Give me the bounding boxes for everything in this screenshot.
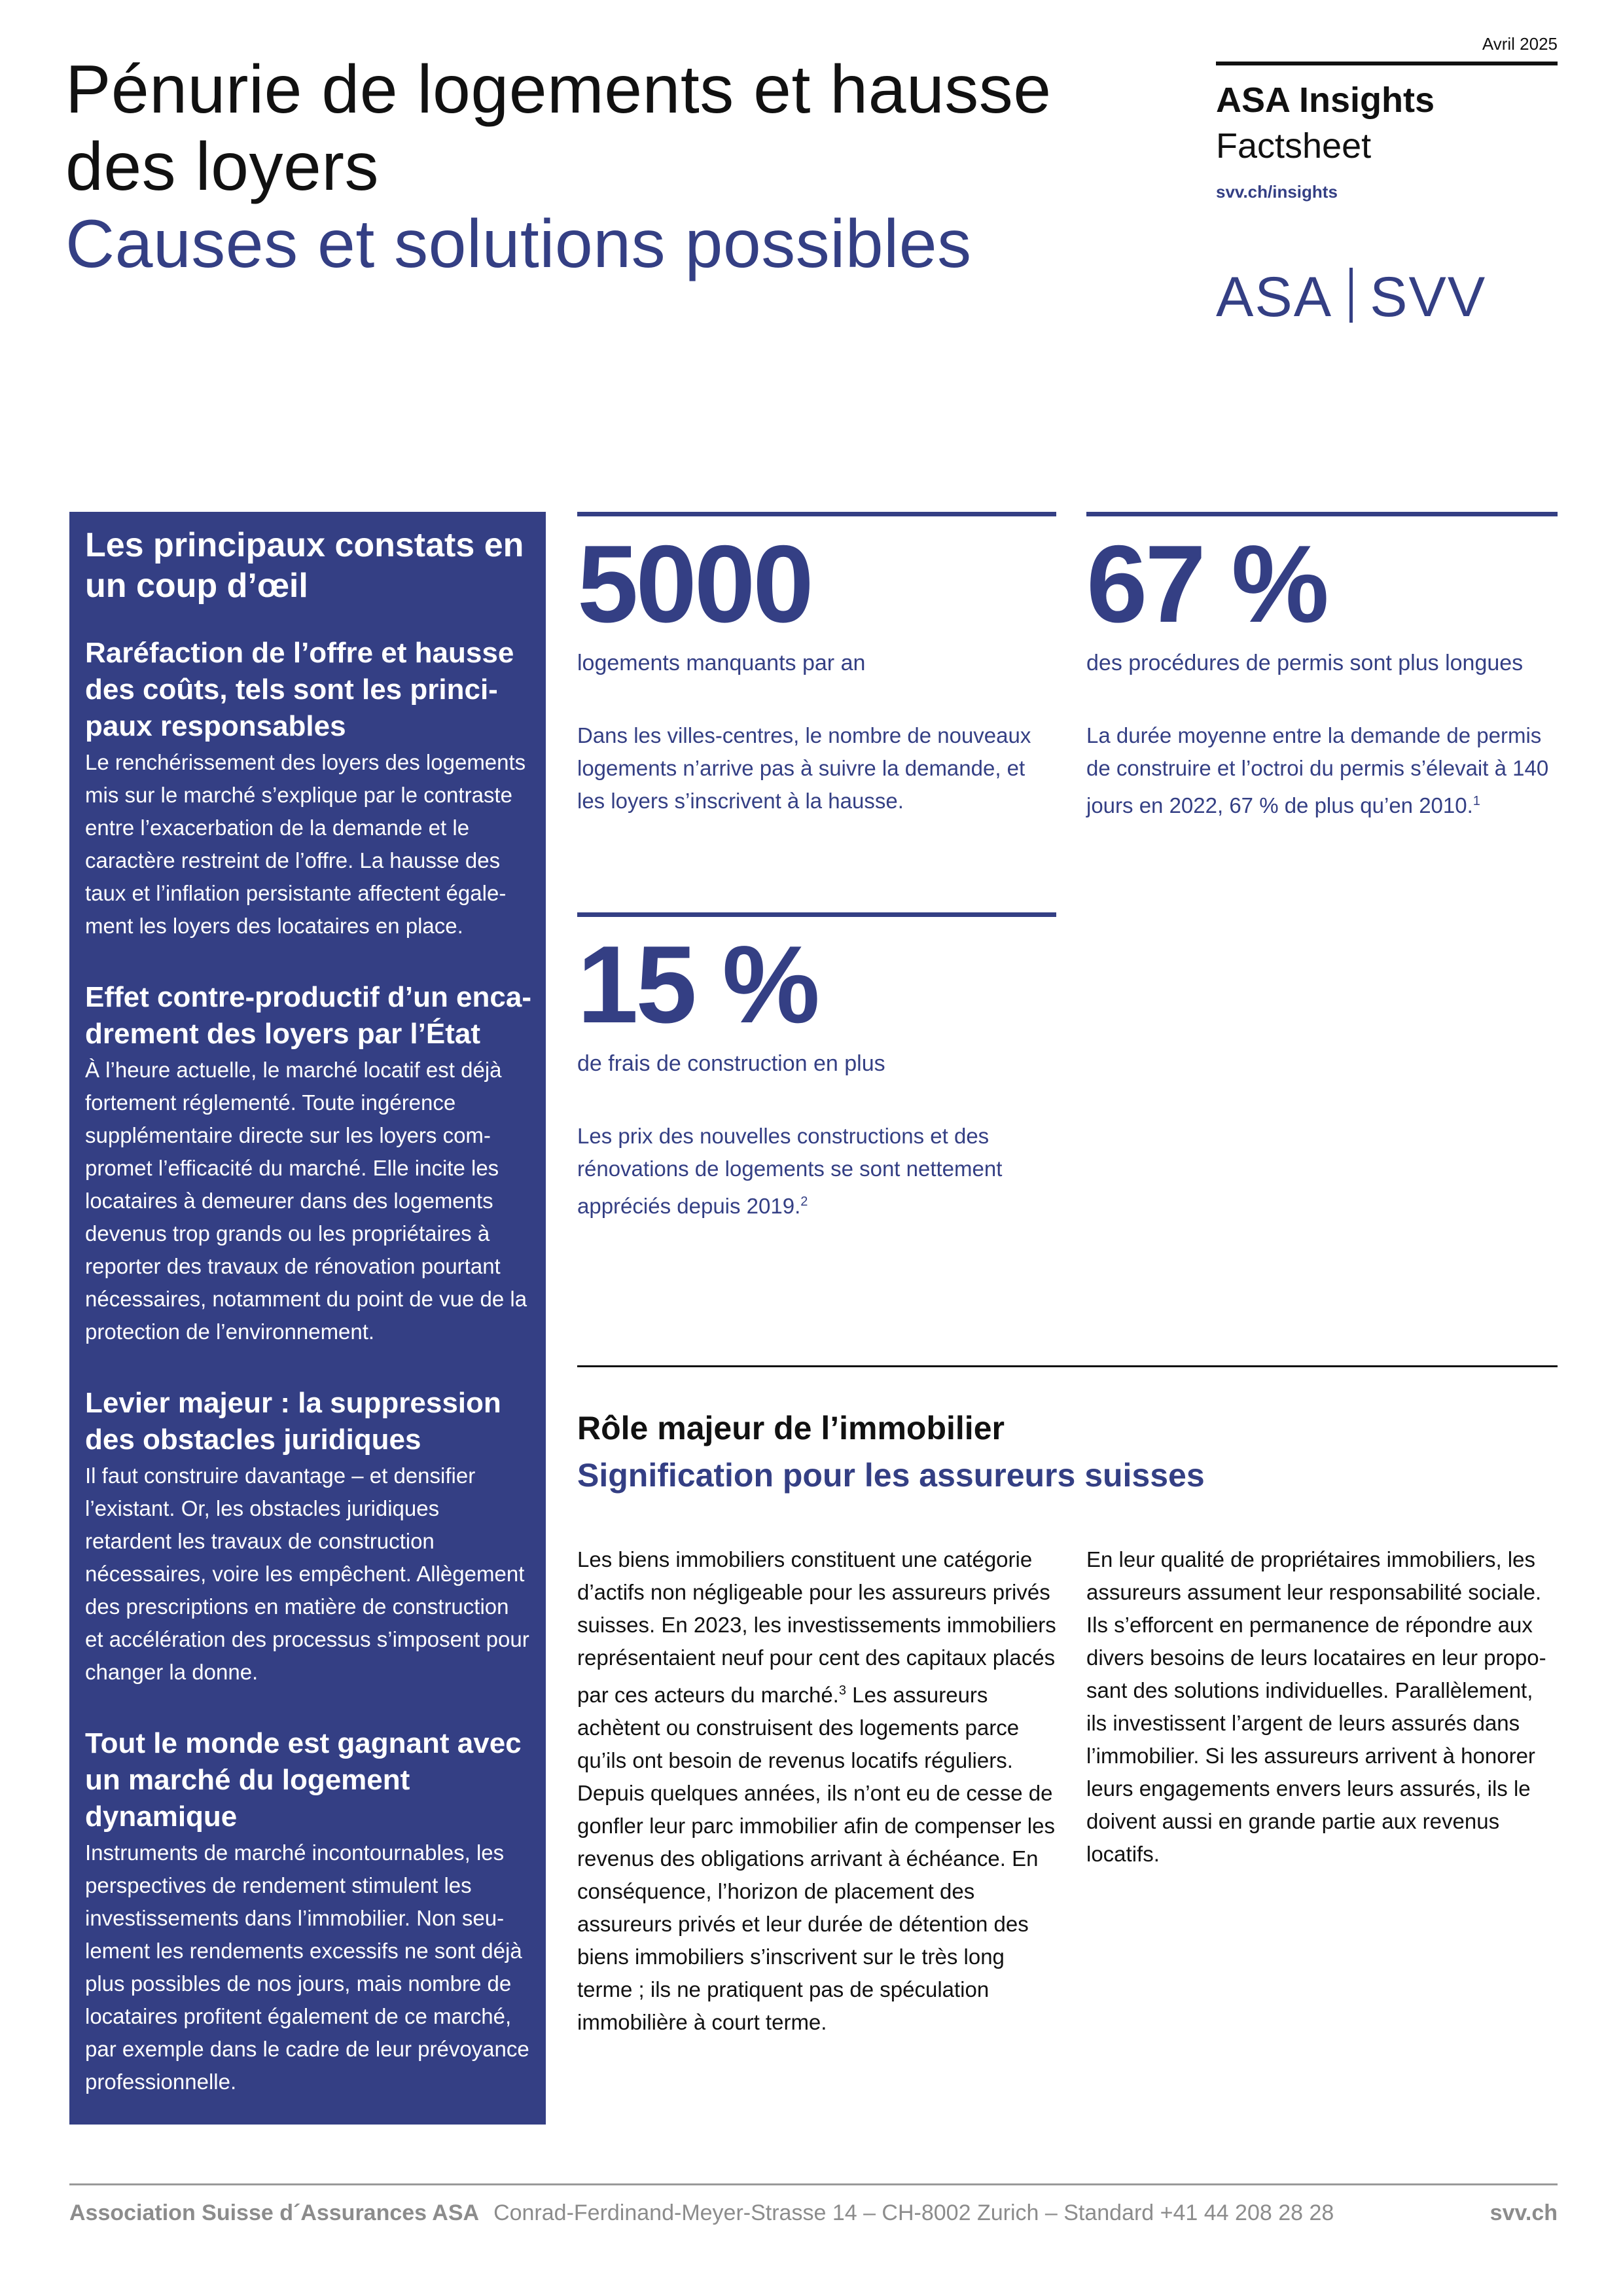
role-column-left — [577, 1543, 1056, 2039]
finding-title: Tout le monde est gagnant avec un marché du logement dynamique — [85, 1727, 522, 1833]
finding-title: Levier majeur : la suppression des obstacles juridiques — [85, 1387, 501, 1456]
page-title — [65, 51, 1126, 283]
role-section-heading — [577, 1405, 1558, 1499]
asa-svv-logo — [1216, 265, 1486, 330]
finding-section — [85, 979, 531, 1348]
stat-number: 15 % — [577, 923, 817, 1046]
footer-site-link[interactable]: svv.ch — [1489, 2200, 1558, 2225]
stat-description: Les prix des nouvelles constructions et des rénovations de logements se sont nettement appréciés depuis 2019.$^2$ — [577, 1124, 1003, 1218]
brand-subtitle: Factsheet — [1216, 126, 1372, 166]
role-subheading: Signification pour les assureurs suisses — [577, 1457, 1205, 1494]
page-subtitle: Causes et solutions possibles — [65, 206, 972, 282]
brand-url-link[interactable]: svv.ch/insights — [1216, 182, 1338, 202]
stat-description: Dans les villes-centres, le nombre de nouveaux logements n’arrive pas à suivre la demande, et les loyers s’inscrivent à la hausse. — [577, 723, 1031, 813]
logo-separator — [1349, 268, 1353, 323]
logo-svv: SVV — [1370, 266, 1487, 329]
stat-label: de frais de construction en plus — [577, 1051, 885, 1076]
finding-section — [85, 635, 531, 942]
finding-section — [85, 1725, 531, 2098]
role-heading: Rôle majeur de l’immobilier — [577, 1410, 1005, 1446]
finding-text: À l’heure actuelle, le marché locatif est déjà fortement réglementé. Toute ingérence supplémentaire directe sur les loyers compromet l’efficacité du marché. Elle incite les locataires à demeurer dans des logements devenus trop grands ou les propriétaires à reporter des travaux de rénovation pourtant nécessaires, notamment du point de vue de la protection de l’environnement. — [85, 1058, 527, 1344]
stat-block-housing — [577, 512, 1056, 817]
header-rule — [1216, 62, 1558, 65]
footer-rule — [69, 2183, 1558, 2185]
stat-label: logements manquants par an — [577, 651, 866, 675]
stat-rule — [1086, 512, 1558, 516]
stat-label: des procédures de permis sont plus longues — [1086, 651, 1524, 675]
footnote-ref: 2 — [800, 1194, 808, 1209]
stat-number: 5000 — [577, 522, 812, 645]
stat-number: 67 % — [1086, 522, 1327, 645]
stat-rule — [577, 912, 1056, 917]
finding-text: Le renchérissement des loyers des logements mis sur le marché s’explique par le contraste entre l’exacerbation de la demande et le caractère restreint de l’offre. La hausse des taux et l’inflation persistante affectent également les loyers des locataires en place. — [85, 750, 526, 938]
role-paragraph: Les biens immobiliers constituent une catégorie d’actifs non négligeable pour les assureurs privés suisses. En 2023, les investissements immobiliers représentaient neuf pour cent des capitaux placés par ces acteurs du marché. — [577, 1547, 1056, 1707]
logo-asa: ASA — [1216, 266, 1333, 329]
brand-title: ASA Insights — [1216, 81, 1435, 120]
finding-text: Il faut construire davantage – et densifier l’existant. Or, les obstacles juridiques retardent les travaux de construction nécessaires, voire les empêchent. Allègement des prescriptions en matière de construction et accélération des processus s’imposent pour changer la donne. — [85, 1463, 529, 1684]
stat-block-construction-costs — [577, 912, 1056, 1223]
sidebar-heading: Les principaux constats en un coup d’œil — [85, 526, 524, 605]
footnote-ref: 1 — [1472, 794, 1480, 808]
finding-text: Instruments de marché incontournables, les perspectives de rendement stimulent les investissements dans l’immobilier. Non seulement les rendements excessifs ne sont déjà plus possibles de nos jours, mais nombre de locataires profitent également de ce marché, par exemple dans le cadre de leur prévoyance professionnelle. — [85, 1840, 529, 2094]
role-column-right — [1086, 1543, 1558, 1871]
stat-rule — [577, 512, 1056, 516]
footer-organization: Association Suisse d´Assurances ASA — [69, 2200, 480, 2225]
finding-title: Raréfaction de l’offre et hausse des coûts, tels sont les principaux responsables — [85, 637, 514, 742]
role-paragraph: Les assureurs achètent ou construisent des logements parce qu’ils ont besoin de revenus locatifs réguliers. Depuis quelques années, ils n’ont eu de cesse de gonfler leur parc immobilier afin de compenser les revenus des obligations arrivant à échéance. En conséquence, l’horizon de placement des assureurs privés et leur durée de détention des biens immobiliers s’inscrivent sur le très long terme ; ils ne pratiquent pas de spéculation immobilière à court terme. — [577, 1683, 1055, 2034]
title-line-1: Pénurie de logements et hausse — [65, 52, 1052, 128]
key-findings-sidebar — [69, 512, 546, 2125]
footer — [69, 2200, 1558, 2226]
footnote-ref: 3 — [838, 1683, 846, 1698]
stat-description: La durée moyenne entre la demande de permis de construire et l’octroi du permis s’élevait à 140 jours en 2022, 67 % de plus qu’en 2010.$^1$ — [1086, 723, 1549, 817]
finding-title: Effet contre-productif d’un encadrement des loyers par l’État — [85, 981, 532, 1050]
stat-block-permits — [1086, 512, 1558, 822]
section-divider — [577, 1365, 1558, 1367]
publication-date: Avril 2025 — [1482, 34, 1558, 54]
title-line-2: des loyers — [65, 129, 379, 205]
role-paragraph: En leur qualité de propriétaires immobiliers, les assureurs assument leur responsabilité sociale. Ils s’efforcent en permanence de répondre aux divers besoins de leurs locataires en leur proposant des solutions individuelles. Parallèlement, ils investissent l’argent de leurs assurés dans l’immobilier. Si les assureurs arrivent à honorer leurs engagements envers leurs assurés, ils le doivent aussi en grande partie aux revenus locatifs. — [1086, 1547, 1546, 1866]
footer-address: Conrad-Ferdinand-Meyer-Strasse 14 – CH-8002 Zurich – Standard +41 44 208 28 28 — [493, 2200, 1334, 2225]
finding-section — [85, 1385, 531, 1689]
